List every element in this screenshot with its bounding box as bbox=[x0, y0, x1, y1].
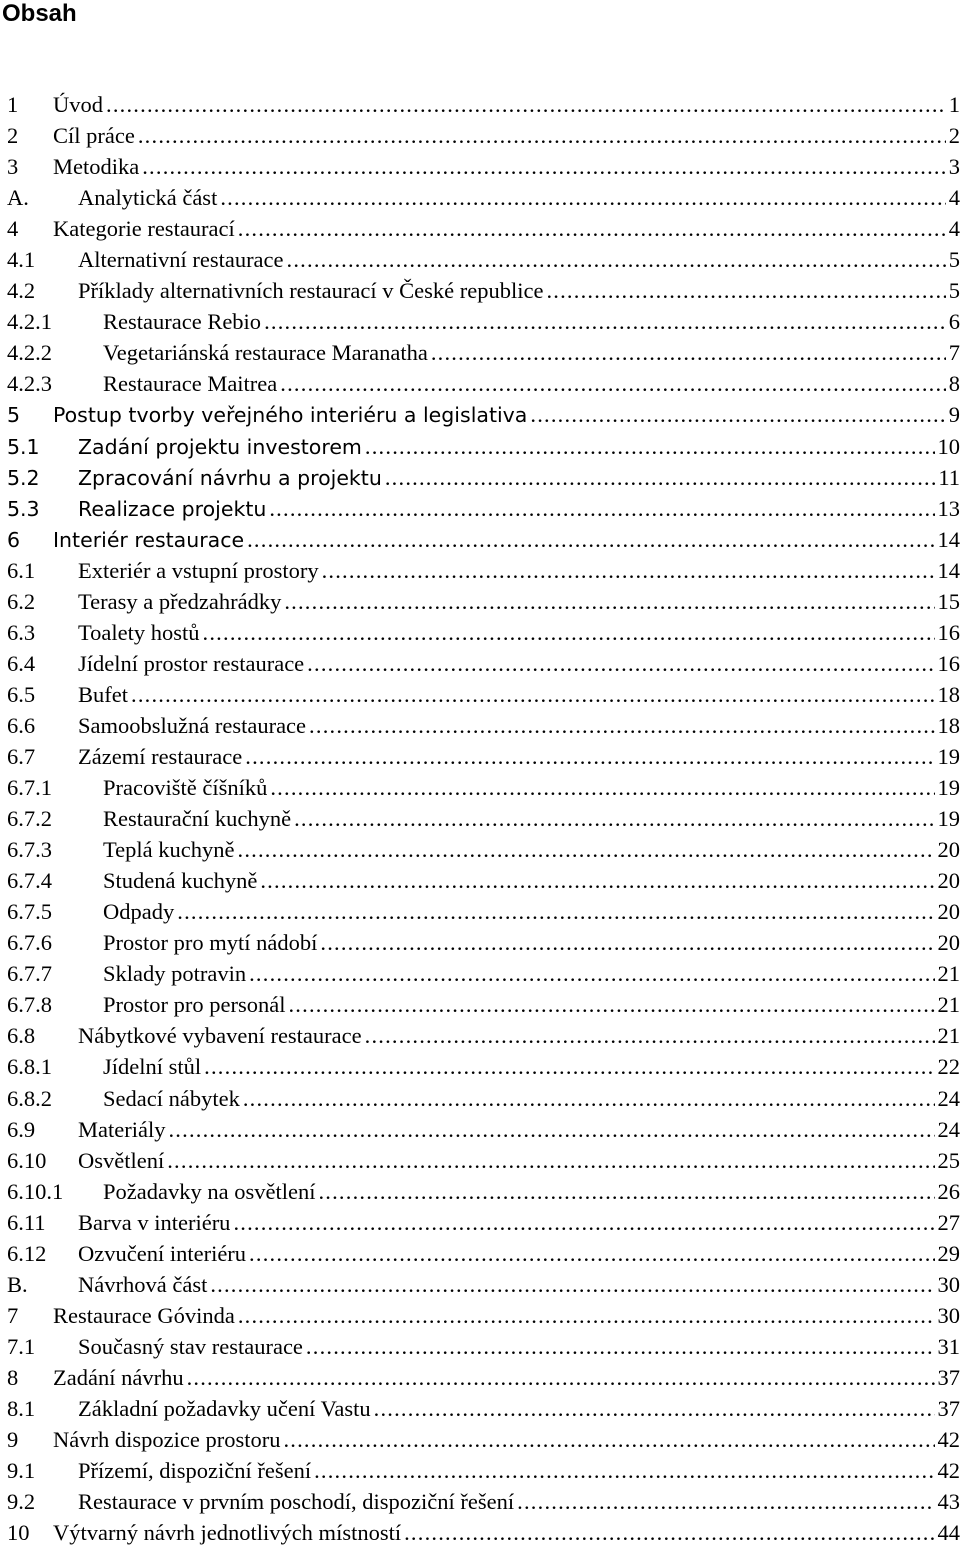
toc-entry-number: 6.3 bbox=[7, 619, 36, 645]
toc-entry-number: 5.3 bbox=[7, 496, 40, 521]
toc-entry-number: 8 bbox=[7, 1364, 19, 1390]
toc-entry-page-number: 14 bbox=[937, 526, 960, 552]
toc-entry-page-number: 22 bbox=[937, 1054, 960, 1080]
toc-dot-leader bbox=[249, 1238, 934, 1269]
toc-entry-number: 1 bbox=[7, 92, 19, 117]
toc-dot-leader bbox=[374, 1393, 935, 1424]
toc-dot-leader bbox=[168, 1114, 934, 1145]
toc-entry-page-number: 30 bbox=[937, 1271, 960, 1297]
toc-entry-page-number: 19 bbox=[937, 775, 960, 801]
toc-entry[interactable] bbox=[7, 399, 960, 430]
toc-entry-title: Přízemí, dispoziční řešení bbox=[78, 1458, 312, 1484]
toc-entry-title: Postup tvorby veřejného interiéru a legislativa bbox=[53, 403, 528, 428]
toc-entry[interactable] bbox=[7, 834, 960, 865]
toc-entry[interactable] bbox=[7, 1020, 960, 1051]
toc-entry-number: 6.6 bbox=[7, 712, 36, 738]
toc-entry-number: 6.7.8 bbox=[7, 992, 52, 1018]
toc-entry-number: 6.1 bbox=[7, 557, 36, 583]
toc-entry-title: Teplá kuchyně bbox=[103, 837, 235, 863]
toc-entry-number: 6.2 bbox=[7, 588, 36, 614]
toc-entry-title: Základní požadavky učení Vastu bbox=[78, 1395, 371, 1421]
toc-entry-page-number: 20 bbox=[937, 837, 960, 863]
toc-dot-leader bbox=[167, 1145, 934, 1176]
toc-entry-title: Návrhová část bbox=[78, 1271, 208, 1297]
toc-entry[interactable] bbox=[7, 1393, 960, 1424]
toc-entry-number: 6.7.3 bbox=[7, 837, 52, 863]
toc-dot-leader bbox=[309, 710, 934, 741]
toc-entry-title: Požadavky na osvětlení bbox=[103, 1178, 316, 1204]
toc-entry[interactable] bbox=[7, 803, 960, 834]
toc-dot-leader bbox=[546, 275, 945, 306]
toc-dot-leader bbox=[245, 741, 934, 772]
toc-dot-leader bbox=[404, 1517, 934, 1548]
toc-entry[interactable] bbox=[7, 617, 960, 648]
toc-dot-leader bbox=[177, 896, 934, 927]
toc-dot-leader bbox=[210, 1269, 934, 1300]
toc-entry-page-number: 24 bbox=[937, 1116, 960, 1142]
toc-entry-title: Exteriér a vstupní prostory bbox=[78, 557, 319, 583]
toc-entry-page-number: 4 bbox=[948, 185, 960, 211]
toc-dot-leader bbox=[306, 1331, 935, 1362]
toc-dot-leader bbox=[270, 772, 934, 803]
toc-entry-number: 4 bbox=[7, 216, 19, 242]
toc-entry-title: Analytická část bbox=[78, 185, 218, 211]
toc-entry-number: 6.7.1 bbox=[7, 775, 52, 801]
toc-entry[interactable] bbox=[7, 151, 960, 182]
toc-entry-title: Cíl práce bbox=[53, 123, 135, 149]
toc-entry[interactable] bbox=[7, 1486, 960, 1517]
toc-entry[interactable] bbox=[7, 306, 960, 337]
toc-entry-number: 2 bbox=[7, 123, 19, 149]
toc-entry-page-number: 30 bbox=[937, 1302, 960, 1328]
toc-entry-number: 5.1 bbox=[7, 434, 40, 459]
toc-entry-title: Vegetariánská restaurace Maranatha bbox=[103, 340, 428, 366]
toc-entry-title: Současný stav restaurace bbox=[78, 1333, 303, 1359]
toc-entry-page-number: 6 bbox=[948, 309, 960, 335]
toc-entry-page-number: 2 bbox=[948, 123, 960, 149]
toc-entry-page-number: 37 bbox=[937, 1364, 960, 1390]
toc-entry-number: 6.8 bbox=[7, 1023, 36, 1049]
toc-entry[interactable] bbox=[7, 555, 960, 586]
toc-entry-page-number: 20 bbox=[937, 899, 960, 925]
toc-entry-title: Osvětlení bbox=[78, 1147, 165, 1173]
toc-entry[interactable] bbox=[7, 958, 960, 989]
toc-entry[interactable] bbox=[7, 431, 960, 462]
toc-entry[interactable] bbox=[7, 1517, 960, 1548]
toc-entry-title: Sklady potravin bbox=[103, 961, 247, 987]
toc-dot-leader bbox=[131, 679, 935, 710]
toc-entry-title: Restaurace Góvinda bbox=[53, 1302, 235, 1328]
toc-dot-leader bbox=[204, 1051, 934, 1082]
toc-entry[interactable] bbox=[7, 89, 960, 120]
toc-dot-leader bbox=[233, 1207, 934, 1238]
toc-entry-page-number: 42 bbox=[937, 1458, 960, 1484]
toc-entry-page-number: 10 bbox=[937, 433, 960, 459]
toc-entry[interactable] bbox=[7, 524, 960, 555]
toc-dot-leader bbox=[318, 1176, 934, 1207]
toc-entry-title: Zpracování návrhu a projektu bbox=[78, 465, 382, 490]
toc-entry-number: 6.8.1 bbox=[7, 1054, 52, 1080]
toc-entry-number: 6.10.1 bbox=[7, 1178, 64, 1204]
toc-dot-leader bbox=[288, 989, 934, 1020]
toc-entry-title: Bufet bbox=[78, 681, 128, 707]
toc-dot-leader bbox=[320, 927, 934, 958]
toc-entry-title: Restaurace v prvním poschodí, dispoziční řešení bbox=[78, 1489, 515, 1515]
toc-entry-page-number: 16 bbox=[937, 650, 960, 676]
toc-dot-leader bbox=[280, 368, 945, 399]
toc-entry-title: Prostor pro mytí nádobí bbox=[103, 930, 318, 956]
toc-entry[interactable] bbox=[7, 648, 960, 679]
toc-entry-number: 6.7.6 bbox=[7, 930, 52, 956]
toc-entry[interactable] bbox=[7, 1051, 960, 1082]
toc-dot-leader bbox=[287, 244, 946, 275]
toc-dot-leader bbox=[517, 1486, 934, 1517]
toc-entry-number: 5 bbox=[7, 403, 21, 428]
toc-entry-page-number: 18 bbox=[937, 712, 960, 738]
toc-entry-page-number: 19 bbox=[937, 743, 960, 769]
toc-entry[interactable] bbox=[7, 1455, 960, 1486]
toc-entry-number: 4.2.3 bbox=[7, 371, 52, 397]
toc-dot-leader bbox=[106, 89, 946, 120]
toc-entry-number: 4.2.1 bbox=[7, 309, 52, 335]
toc-entry[interactable] bbox=[7, 865, 960, 896]
toc-dot-leader bbox=[249, 958, 934, 989]
toc-entry-number: 6.4 bbox=[7, 650, 36, 676]
toc-entry-title: Barva v interiéru bbox=[78, 1209, 231, 1235]
toc-entry[interactable] bbox=[7, 586, 960, 617]
toc-entry-page-number: 44 bbox=[937, 1520, 960, 1546]
toc-entry[interactable] bbox=[7, 337, 960, 368]
toc-entry-page-number: 15 bbox=[937, 588, 960, 614]
toc-entry-title: Materiály bbox=[78, 1116, 166, 1142]
toc-entry-number: 4.2.2 bbox=[7, 340, 52, 366]
toc-entry[interactable] bbox=[7, 1207, 960, 1238]
toc-dot-leader bbox=[365, 1020, 935, 1051]
toc-entry-page-number: 21 bbox=[937, 1023, 960, 1049]
toc-entry[interactable] bbox=[7, 896, 960, 927]
toc-entry-page-number: 16 bbox=[937, 619, 960, 645]
toc-entry[interactable] bbox=[7, 1331, 960, 1362]
toc-entry-number: 6.12 bbox=[7, 1240, 47, 1266]
toc-entry[interactable] bbox=[7, 244, 960, 275]
toc-entry[interactable] bbox=[7, 1269, 960, 1300]
toc-entry-page-number: 42 bbox=[937, 1427, 960, 1453]
toc-entry-title: Návrh dispozice prostoru bbox=[53, 1427, 281, 1453]
toc-entry[interactable] bbox=[7, 213, 960, 244]
toc-entry-page-number: 11 bbox=[938, 464, 960, 490]
toc-entry-title: Samoobslužná restaurace bbox=[78, 712, 307, 738]
toc-dot-leader bbox=[187, 1362, 935, 1393]
toc-entry-title: Jídelní stůl bbox=[103, 1054, 202, 1080]
toc-entry-page-number: 19 bbox=[937, 806, 960, 832]
toc-entry-title: Zázemí restaurace bbox=[78, 743, 243, 769]
toc-entry-page-number: 9 bbox=[948, 402, 960, 428]
toc-entry[interactable] bbox=[7, 1114, 960, 1145]
toc-entry-title: Studená kuchyně bbox=[103, 868, 258, 894]
toc-entry-number: 10 bbox=[7, 1520, 30, 1546]
toc-entry-page-number: 20 bbox=[937, 868, 960, 894]
toc-entry[interactable] bbox=[7, 772, 960, 803]
toc-entry-number: 6.11 bbox=[7, 1209, 46, 1235]
toc-dot-leader bbox=[322, 555, 935, 586]
toc-entry[interactable] bbox=[7, 927, 960, 958]
toc-entry-page-number: 24 bbox=[937, 1085, 960, 1111]
toc-dot-leader bbox=[314, 1455, 934, 1486]
toc-entry-page-number: 7 bbox=[948, 340, 960, 366]
toc-entry-page-number: 8 bbox=[948, 371, 960, 397]
toc-entry-page-number: 4 bbox=[948, 216, 960, 242]
toc-dot-leader bbox=[294, 803, 934, 834]
toc-entry-page-number: 1 bbox=[948, 92, 960, 117]
toc-entry-number: 6.8.2 bbox=[7, 1085, 52, 1111]
toc-entry[interactable] bbox=[7, 182, 960, 213]
toc-entry[interactable] bbox=[7, 368, 960, 399]
toc-dot-leader bbox=[283, 1424, 934, 1455]
toc-entry-title: Jídelní prostor restaurace bbox=[78, 650, 305, 676]
toc-entry-page-number: 26 bbox=[937, 1178, 960, 1204]
toc-dot-leader bbox=[203, 617, 935, 648]
toc-dot-leader bbox=[247, 524, 934, 555]
toc-entry-page-number: 27 bbox=[937, 1209, 960, 1235]
toc-dot-leader bbox=[238, 213, 946, 244]
toc-entry-page-number: 3 bbox=[948, 154, 960, 180]
toc-entry-title: Restaurace Maitrea bbox=[103, 371, 278, 397]
toc-entry[interactable] bbox=[7, 1176, 960, 1207]
toc-entry-number: 6.5 bbox=[7, 681, 36, 707]
toc-entry[interactable] bbox=[7, 275, 960, 306]
toc-entry[interactable] bbox=[7, 989, 960, 1020]
toc-entry-page-number: 25 bbox=[937, 1147, 960, 1173]
toc-entry-number: 3 bbox=[7, 154, 19, 180]
toc-dot-leader bbox=[365, 431, 935, 462]
toc-entry-page-number: 31 bbox=[937, 1333, 960, 1359]
toc-entry-title: Alternativní restaurace bbox=[78, 247, 284, 273]
toc-entry-title: Zadání projektu investorem bbox=[78, 434, 362, 459]
toc-entry-page-number: 5 bbox=[948, 278, 960, 304]
toc-dot-leader bbox=[238, 834, 935, 865]
toc-entry-number: 9.1 bbox=[7, 1458, 36, 1484]
toc-entry-title: Úvod bbox=[53, 92, 103, 117]
toc-dot-leader bbox=[260, 865, 934, 896]
toc-entry-number: 7.1 bbox=[7, 1333, 36, 1359]
toc-heading: Obsah bbox=[2, 0, 77, 27]
toc-entry-title: Zadání návrhu bbox=[53, 1364, 184, 1390]
toc-entry-title: Příklady alternativních restaurací v České republice bbox=[78, 278, 544, 304]
toc-entry-number: 6.7.2 bbox=[7, 806, 52, 832]
toc-entry-title: Prostor pro personál bbox=[103, 992, 286, 1018]
toc-entry-number: 7 bbox=[7, 1302, 19, 1328]
toc-entry[interactable] bbox=[7, 120, 960, 151]
toc-dot-leader bbox=[269, 493, 934, 524]
toc-entry-page-number: 37 bbox=[937, 1395, 960, 1421]
toc-entry-number: 6 bbox=[7, 527, 21, 552]
toc-entry-title: Nábytkové vybavení restaurace bbox=[78, 1023, 362, 1049]
toc-dot-leader bbox=[530, 399, 945, 430]
toc-entry-page-number: 29 bbox=[937, 1240, 960, 1266]
toc-entry-title: Realizace projektu bbox=[78, 496, 267, 521]
toc-entry-number: A. bbox=[7, 185, 29, 211]
toc-entry-title: Ozvučení interiéru bbox=[78, 1240, 247, 1266]
toc-entry-title: Kategorie restaurací bbox=[53, 216, 235, 242]
toc-dot-leader bbox=[243, 1083, 935, 1114]
toc-entry-title: Interiér restaurace bbox=[53, 527, 245, 552]
toc-entry-page-number: 14 bbox=[937, 557, 960, 583]
toc-entry[interactable] bbox=[7, 493, 960, 524]
toc-entry[interactable] bbox=[7, 1083, 960, 1114]
toc-entry-page-number: 13 bbox=[937, 495, 960, 521]
toc-entry[interactable] bbox=[7, 1362, 960, 1393]
toc-entry-number: 4.2 bbox=[7, 278, 36, 304]
toc-entry-title: Terasy a předzahrádky bbox=[78, 588, 282, 614]
toc-entry-number: 6.9 bbox=[7, 1116, 36, 1142]
toc-entry-title: Sedací nábytek bbox=[103, 1085, 240, 1111]
toc-entry[interactable] bbox=[7, 1238, 960, 1269]
toc-entry-title: Toalety hostů bbox=[78, 619, 200, 645]
toc-dot-leader bbox=[431, 337, 946, 368]
toc-entry-title: Pracoviště číšníků bbox=[103, 775, 268, 801]
toc-dot-leader bbox=[264, 306, 946, 337]
toc-entry-number: 9 bbox=[7, 1427, 19, 1453]
toc-entry[interactable] bbox=[7, 710, 960, 741]
toc-dot-leader bbox=[307, 648, 934, 679]
toc-entry-number: 6.7 bbox=[7, 743, 36, 769]
toc-entry-title: Výtvarný návrh jednotlivých místností bbox=[53, 1520, 402, 1546]
table-of-contents bbox=[7, 89, 960, 1548]
toc-entry-page-number: 5 bbox=[948, 247, 960, 273]
toc-entry-number: 4.1 bbox=[7, 247, 36, 273]
toc-dot-leader bbox=[142, 151, 946, 182]
toc-entry-title: Restaurační kuchyně bbox=[103, 806, 292, 832]
toc-entry[interactable] bbox=[7, 462, 960, 493]
toc-entry-number: 6.7.4 bbox=[7, 868, 52, 894]
toc-dot-leader bbox=[284, 586, 934, 617]
toc-dot-leader bbox=[138, 120, 946, 151]
toc-entry[interactable] bbox=[7, 741, 960, 772]
toc-entry-number: 8.1 bbox=[7, 1395, 36, 1421]
toc-entry[interactable] bbox=[7, 1300, 960, 1331]
toc-entry-page-number: 18 bbox=[937, 681, 960, 707]
toc-entry[interactable] bbox=[7, 1424, 960, 1455]
toc-entry-page-number: 21 bbox=[937, 992, 960, 1018]
toc-entry-number: 9.2 bbox=[7, 1489, 36, 1515]
toc-dot-leader bbox=[220, 182, 945, 213]
toc-entry-title: Restaurace Rebio bbox=[103, 309, 262, 335]
toc-dot-leader bbox=[238, 1300, 935, 1331]
toc-dot-leader bbox=[385, 462, 935, 493]
toc-entry-page-number: 43 bbox=[937, 1489, 960, 1515]
toc-entry-title: Metodika bbox=[53, 154, 140, 180]
toc-entry-number: 6.7.7 bbox=[7, 961, 52, 987]
toc-entry-number: B. bbox=[7, 1271, 28, 1297]
toc-entry[interactable] bbox=[7, 1145, 960, 1176]
toc-entry-page-number: 20 bbox=[937, 930, 960, 956]
toc-entry-number: 5.2 bbox=[7, 465, 40, 490]
toc-entry[interactable] bbox=[7, 679, 960, 710]
toc-entry-number: 6.10 bbox=[7, 1147, 47, 1173]
toc-entry-number: 6.7.5 bbox=[7, 899, 52, 925]
toc-entry-title: Odpady bbox=[103, 899, 175, 925]
toc-entry-page-number: 21 bbox=[937, 961, 960, 987]
